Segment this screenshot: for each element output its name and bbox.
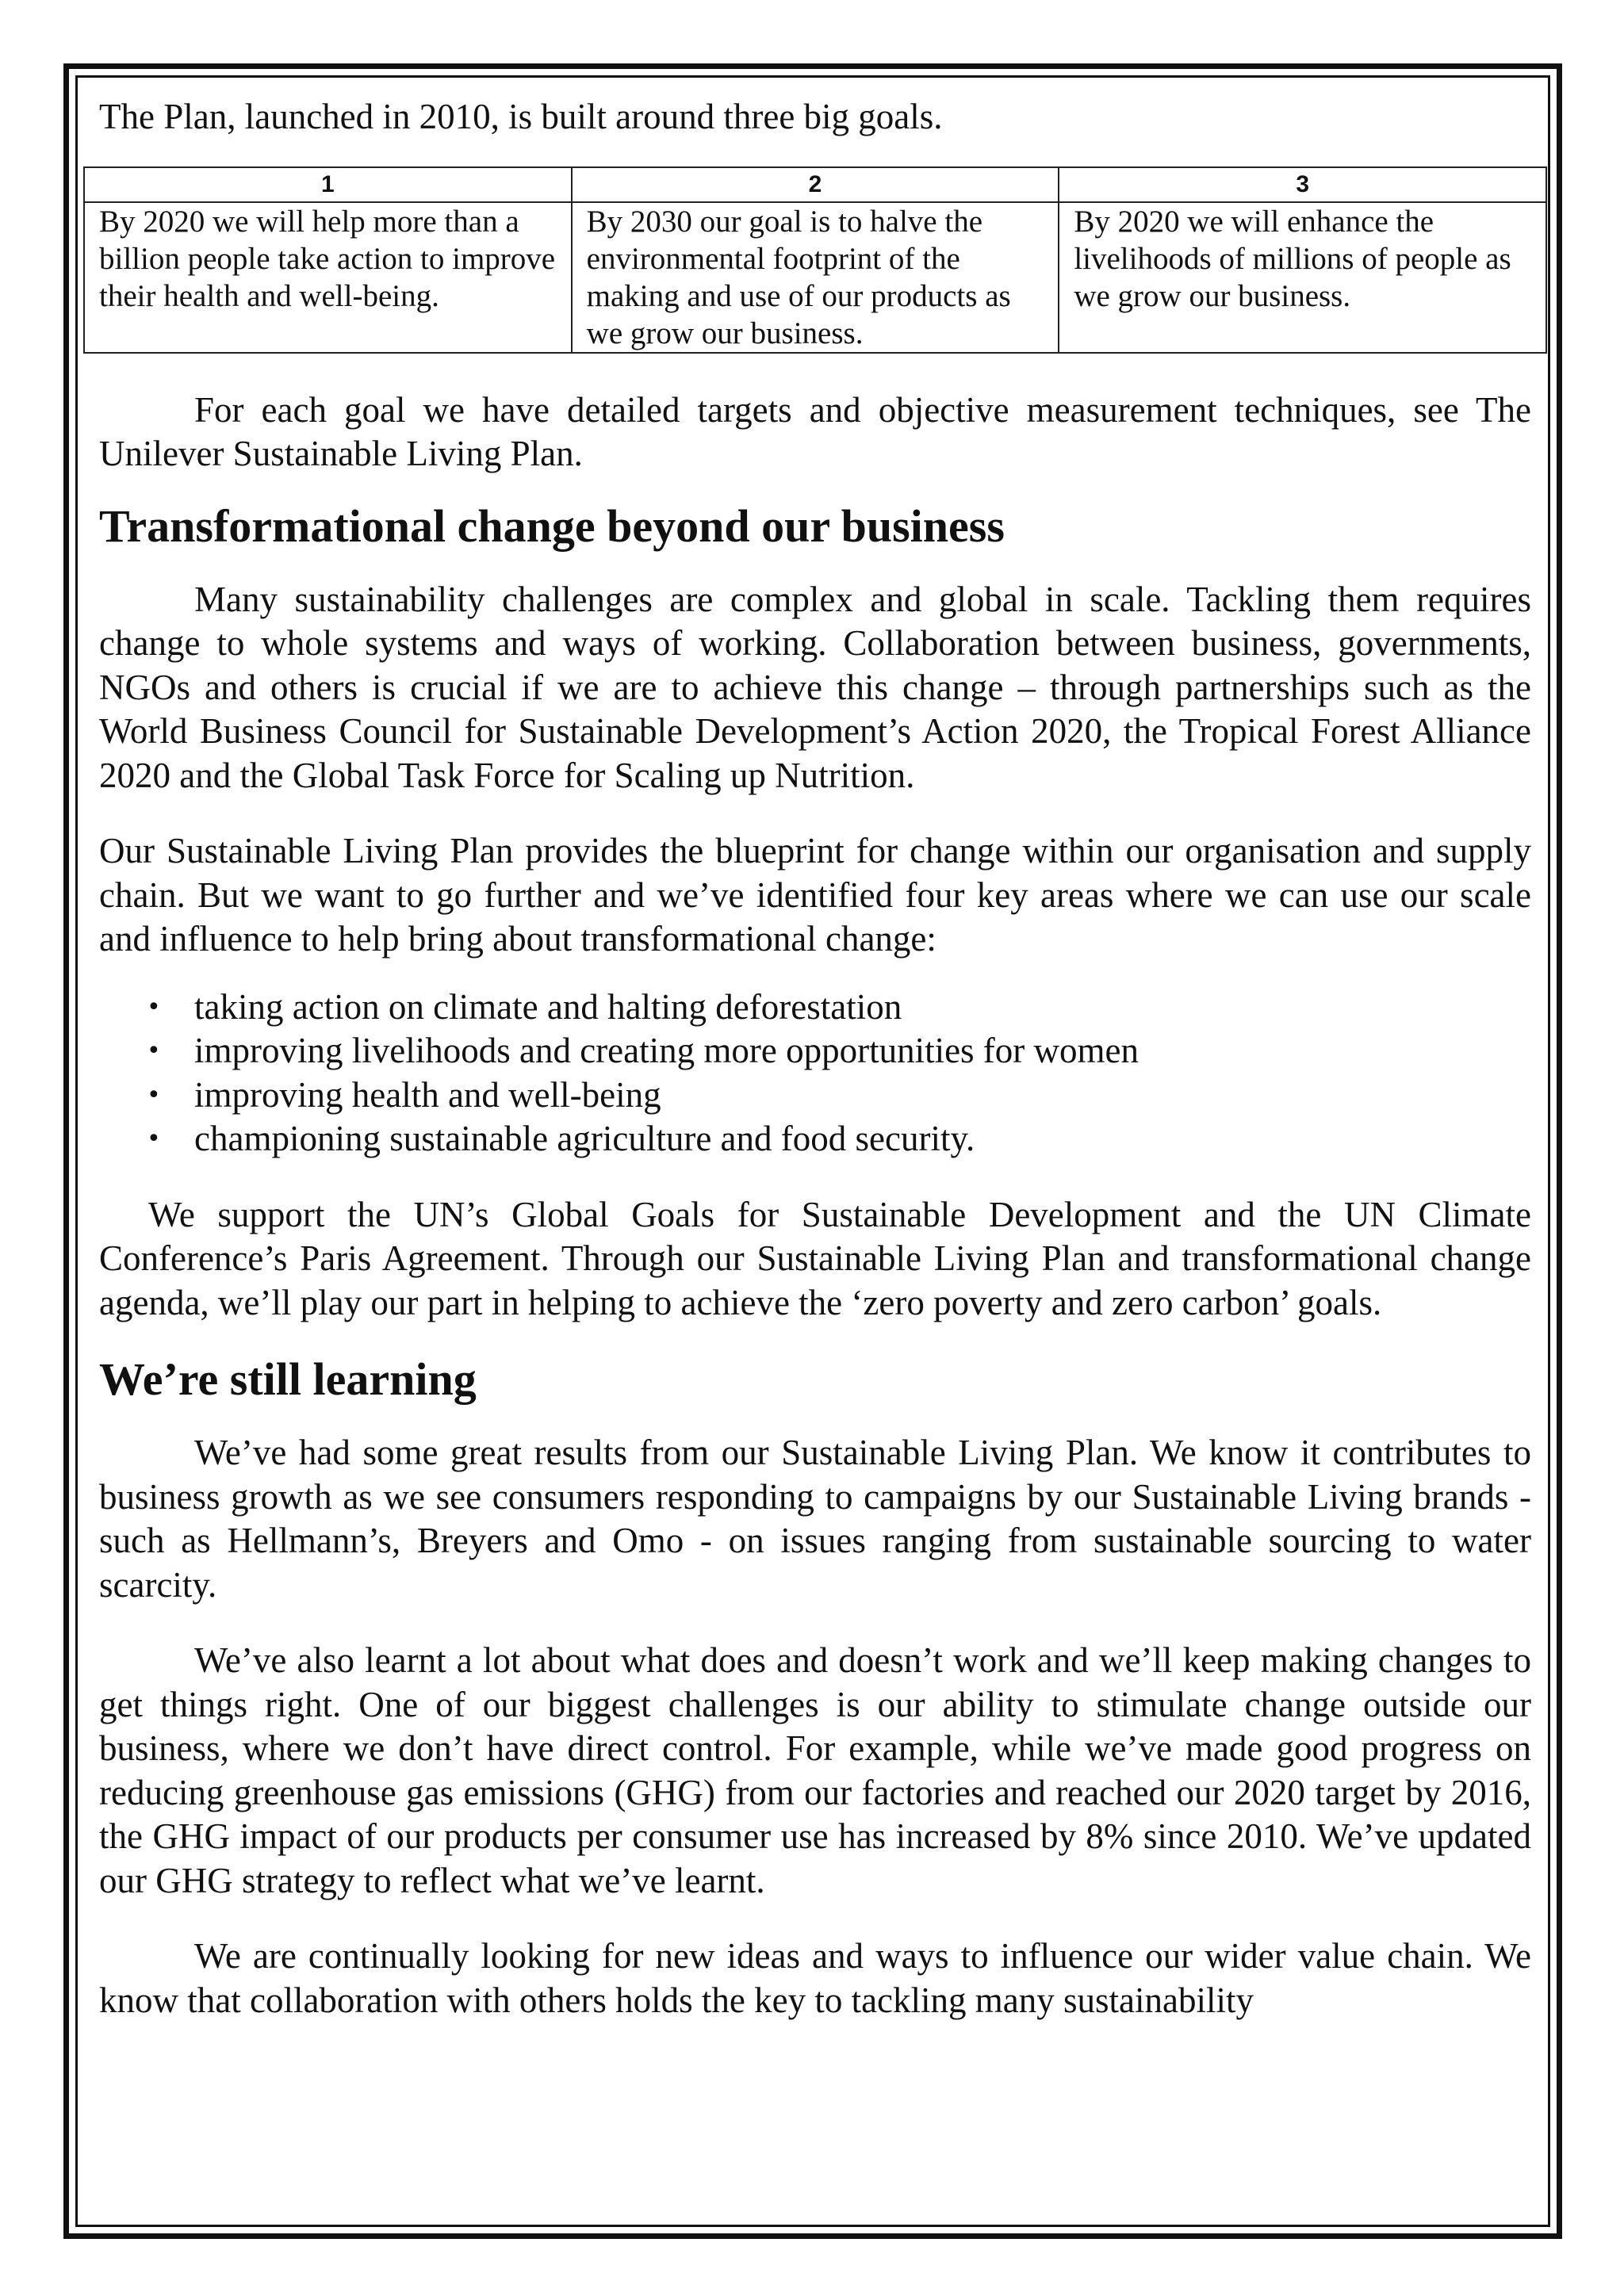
section-heading-transformational-change: Transformational change beyond our business (99, 499, 1005, 552)
goal-cell: By 2030 our goal is to halve the environmental footprint of the making and use of our products as we grow our business. (572, 202, 1059, 353)
body-paragraph: We’ve also learnt a lot about what does and doesn’t work and we’ll keep making changes to get things right. One of our biggest challenges is our ability to stimulate change outside our business, where we don’t have direct control. For example, while we’ve made good progress on reducing greenhouse gas emissions (GHG) from our factories and reached our 2020 target by 2016, the GHG impact of our products per consumer use has increased by 8% since 2010. We’ve updated our GHG strategy to reflect what we’ve learnt. (99, 1640, 1531, 1900)
list-item-text: improving livelihoods and creating more opportunities for women (194, 1031, 1139, 1070)
section-heading-still-learning: We’re still learning (99, 1353, 477, 1405)
body-paragraph: We support the UN’s Global Goals for Sustainable Development and the UN Climate Conference’s Paris Agreement. Through our Sustainable Living Plan and transformational change agenda, we’ll play our part in helping to achieve the ‘zero poverty and zero carbon’ goals. (99, 1194, 1531, 1322)
list-item-text: taking action on climate and halting deforestation (194, 986, 902, 1027)
bullet-icon: • (147, 1125, 161, 1153)
goal-number: 2 (572, 167, 1059, 202)
body-paragraph: We’ve had some great results from our Sustainable Living Plan. We know it contributes to business growth as we see consumers responding to campaigns by our Sustainable Living brands - such as Hellmann’s, Breyers and Omo - on issues ranging from sustainable sourcing to water scarcity. (99, 1433, 1531, 1605)
goal-cell: By 2020 we will enhance the livelihoods of millions of people as we grow our business. (1059, 202, 1546, 353)
goals-table-header-row (84, 167, 1546, 202)
key-areas-list (99, 985, 1531, 1161)
list-item-text: championing sustainable agriculture and food security. (194, 1119, 975, 1158)
goal-number: 1 (84, 167, 572, 202)
body-paragraph: We are continually looking for new ideas and ways to influence our wider value chain. We know that collaboration with others holds the key to tackling many sustainability (99, 1936, 1531, 2020)
bullet-icon: • (147, 1037, 161, 1065)
body-paragraph: Our Sustainable Living Plan provides the blueprint for change within our organisation and supply chain. But we want to go further and we’ve identified four key areas where we can use our scale and influence to help bring about transformational change: (99, 831, 1531, 959)
list-item (99, 1073, 1531, 1118)
bullet-icon: • (147, 1081, 161, 1109)
goals-table (83, 166, 1547, 354)
list-item (99, 985, 1531, 1030)
goal-number: 3 (1059, 167, 1546, 202)
targets-paragraph: For each goal we have detailed targets and objective measurement techniques, see The Unilever Sustainable Living Plan. (99, 389, 1531, 473)
intro-paragraph: The Plan, launched in 2010, is built around three big goals. (99, 97, 943, 136)
document-body (99, 95, 1531, 2022)
bullet-icon: • (147, 993, 161, 1021)
goals-table-row (84, 202, 1546, 353)
list-item-text: improving health and well-being (194, 1074, 661, 1115)
body-paragraph: Many sustainability challenges are complex and global in scale. Tackling them requires change to whole systems and ways of working. Collaboration between business, governments, NGOs and others is crucial if we are to achieve this change – through partnerships such as the World Business Council for Sustainable Development’s Action 2020, the Tropical Forest Alliance 2020 and the Global Task Force for Scaling up Nutrition. (99, 579, 1531, 795)
goal-cell: By 2020 we will help more than a billion people take action to improve their health and well-being. (84, 202, 572, 353)
list-item (99, 1117, 1531, 1161)
list-item (99, 1029, 1531, 1073)
